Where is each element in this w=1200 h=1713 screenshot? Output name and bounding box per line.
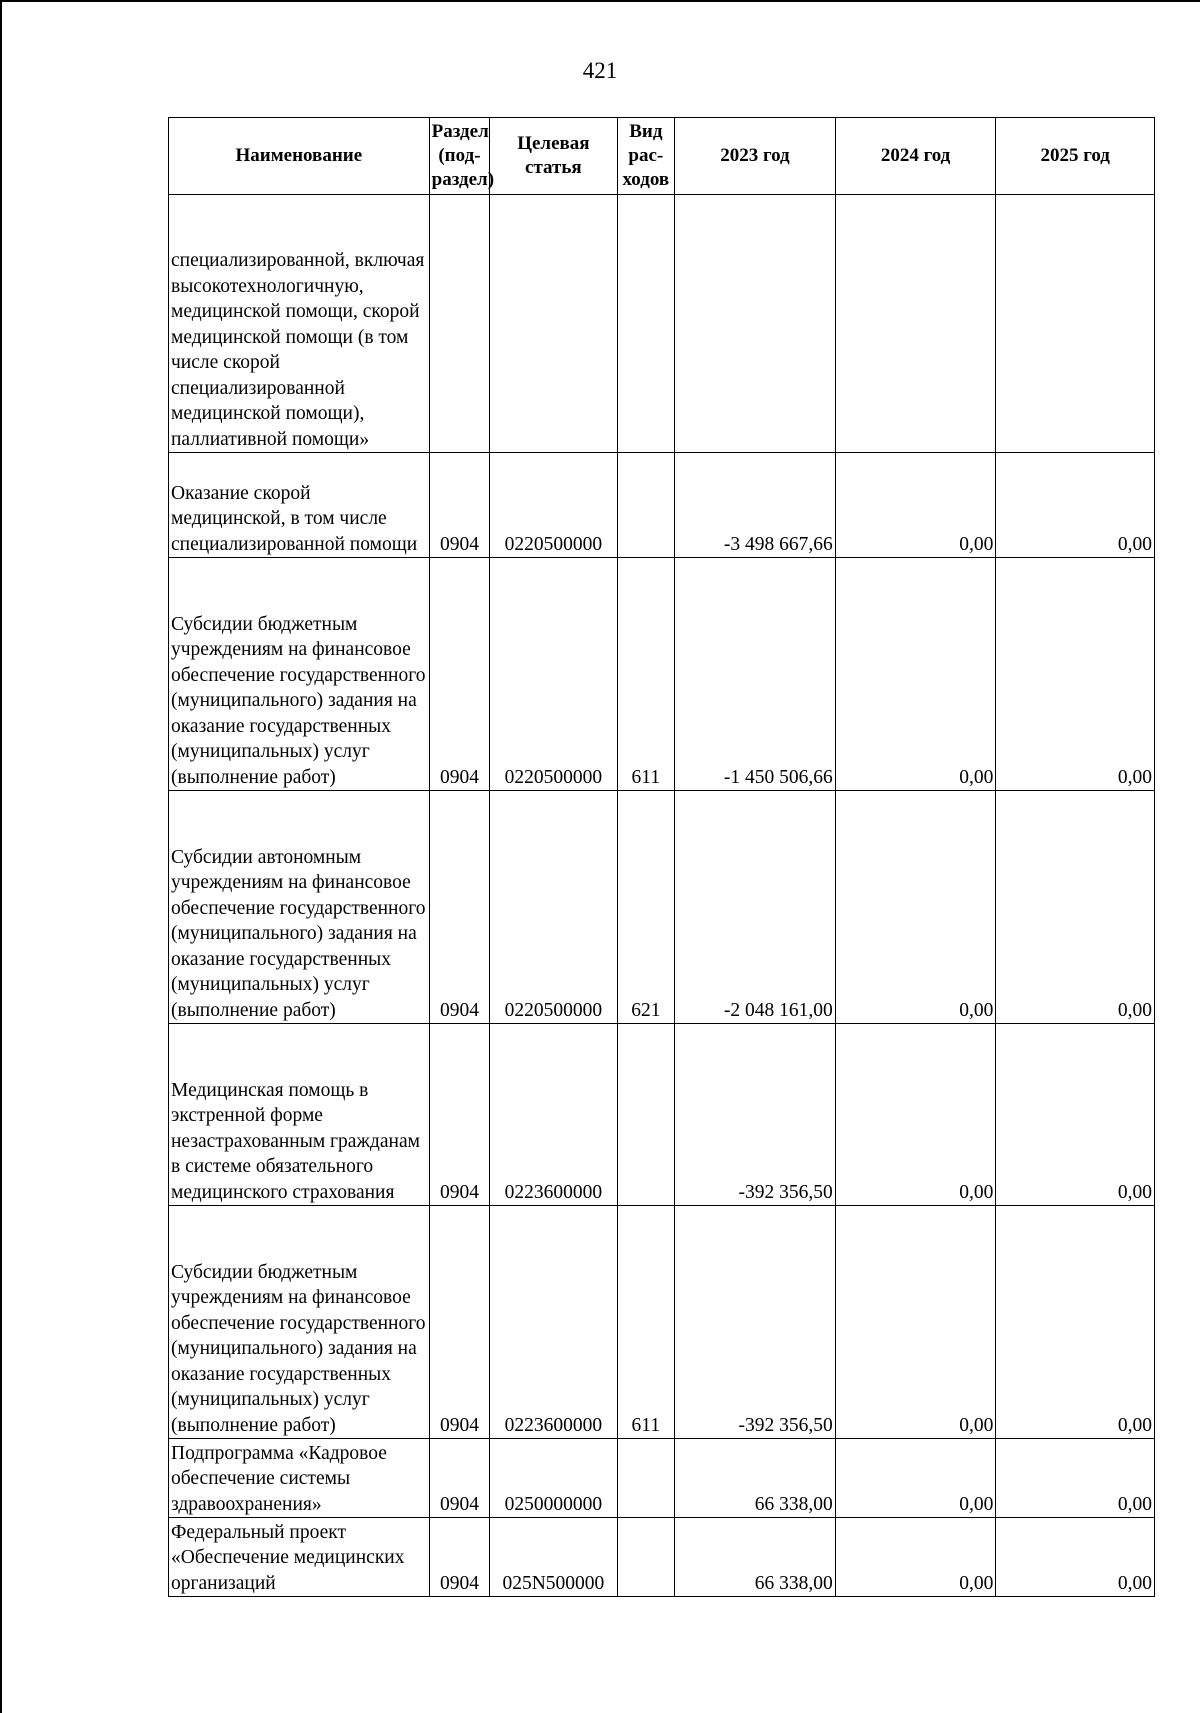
row-name: Субсидии бюджетным учреждениям на финансовое обеспечение государственного (муниципального) задания на оказание государственных (муниципальных) услуг (выполнение работ) — [169, 1206, 430, 1439]
row-2025: 0,00 — [996, 558, 1155, 791]
table-row — [169, 195, 1155, 453]
table-row — [169, 1518, 1155, 1597]
row-2023: -392 356,50 — [675, 1024, 836, 1206]
row-target: 0220500000 — [490, 453, 617, 558]
row-2024: 0,00 — [835, 1439, 996, 1518]
row-target: 0250000000 — [490, 1439, 617, 1518]
row-name: специализированной, включая высокотехнологичную, медицинской помощи, скорой медицинской помощи (в том числе скорой специализированной медицинской помощи), паллиативной помощи» — [169, 195, 430, 453]
row-2024 — [835, 195, 996, 453]
scan-left-edge — [0, 0, 2, 1713]
header-target: Целевая статья — [490, 118, 617, 195]
row-2023: 66 338,00 — [675, 1518, 836, 1597]
row-target — [490, 195, 617, 453]
row-section — [429, 195, 490, 453]
row-2025: 0,00 — [996, 453, 1155, 558]
row-2023 — [675, 195, 836, 453]
row-target: 0223600000 — [490, 1024, 617, 1206]
row-2023: -2 048 161,00 — [675, 791, 836, 1024]
row-kind — [617, 1024, 675, 1206]
row-2024: 0,00 — [835, 1024, 996, 1206]
row-name: Федеральный проект «Обеспечение медицинских организаций — [169, 1518, 430, 1597]
row-2025: 0,00 — [996, 1024, 1155, 1206]
header-row — [169, 118, 1155, 195]
row-name: Медицинская помощь в экстренной форме незастрахованным гражданам в системе обязательного медицинского страхования — [169, 1024, 430, 1206]
row-2025: 0,00 — [996, 791, 1155, 1024]
table-row — [169, 558, 1155, 791]
table-row — [169, 791, 1155, 1024]
row-name: Субсидии автономным учреждениям на финансовое обеспечение государственного (муниципального) задания на оказание государственных (муниципальных) услуг (выполнение работ) — [169, 791, 430, 1024]
row-kind — [617, 195, 675, 453]
row-section: 0904 — [429, 791, 490, 1024]
header-kind: Вид рас-ходов — [617, 118, 675, 195]
row-2025 — [996, 195, 1155, 453]
table-row — [169, 453, 1155, 558]
row-2025: 0,00 — [996, 1518, 1155, 1597]
row-section: 0904 — [429, 1024, 490, 1206]
row-2025: 0,00 — [996, 1206, 1155, 1439]
table-row — [169, 1024, 1155, 1206]
row-target: 0220500000 — [490, 791, 617, 1024]
row-name: Подпрограмма «Кадровое обеспечение системы здравоохранения» — [169, 1439, 430, 1518]
row-kind: 611 — [617, 558, 675, 791]
row-name: Субсидии бюджетным учреждениям на финансовое обеспечение государственного (муниципального) задания на оказание государственных (муниципальных) услуг (выполнение работ) — [169, 558, 430, 791]
row-2023: -1 450 506,66 — [675, 558, 836, 791]
row-2024: 0,00 — [835, 1518, 996, 1597]
table-row — [169, 1439, 1155, 1518]
row-kind — [617, 1439, 675, 1518]
row-kind: 621 — [617, 791, 675, 1024]
header-name: Наименование — [169, 118, 430, 195]
page-number: 421 — [582, 58, 618, 83]
scan-top-edge — [0, 0, 1200, 2]
row-2024: 0,00 — [835, 453, 996, 558]
header-2025: 2025 год — [996, 118, 1155, 195]
row-2025: 0,00 — [996, 1439, 1155, 1518]
row-section: 0904 — [429, 1518, 490, 1597]
header-2024: 2024 год — [835, 118, 996, 195]
budget-table — [168, 117, 1155, 1597]
row-target: 0223600000 — [490, 1206, 617, 1439]
row-2024: 0,00 — [835, 1206, 996, 1439]
row-2024: 0,00 — [835, 791, 996, 1024]
row-2023: -3 498 667,66 — [675, 453, 836, 558]
row-2023: 66 338,00 — [675, 1439, 836, 1518]
row-section: 0904 — [429, 453, 490, 558]
header-section: Раздел (под-раздел) — [429, 118, 490, 195]
row-kind — [617, 453, 675, 558]
row-2023: -392 356,50 — [675, 1206, 836, 1439]
row-section: 0904 — [429, 558, 490, 791]
row-name: Оказание скорой медицинской, в том числе специализированной помощи — [169, 453, 430, 558]
row-2024: 0,00 — [835, 558, 996, 791]
row-section: 0904 — [429, 1206, 490, 1439]
table-row — [169, 1206, 1155, 1439]
row-target: 025N500000 — [490, 1518, 617, 1597]
row-kind — [617, 1518, 675, 1597]
row-kind: 611 — [617, 1206, 675, 1439]
header-2023: 2023 год — [675, 118, 836, 195]
row-target: 0220500000 — [490, 558, 617, 791]
row-section: 0904 — [429, 1439, 490, 1518]
